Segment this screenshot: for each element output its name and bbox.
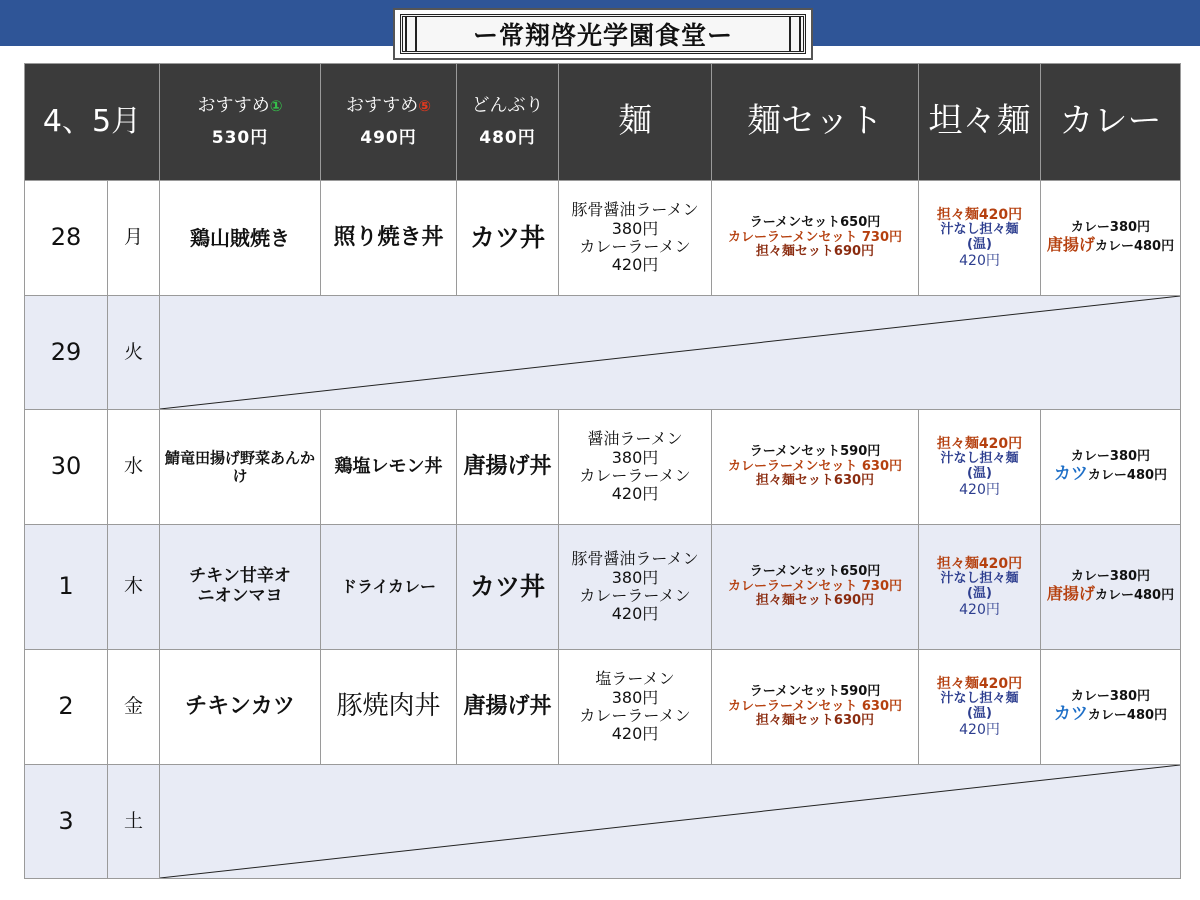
men-item: 豚骨醤油ラーメン [571, 200, 699, 220]
shirunashi-price: 420円 [959, 481, 1000, 498]
donburi-cell [457, 181, 559, 296]
osusume2-cell [321, 650, 457, 765]
header-month [25, 64, 160, 181]
osusume2-dish: 照り焼き丼 [333, 225, 444, 251]
set-tantan: 担々麺セット690円 [755, 593, 875, 609]
weekday-cell [108, 650, 160, 765]
men-price: 420円 [611, 604, 659, 624]
men-price: 420円 [611, 484, 659, 504]
osusume1-cell [160, 181, 321, 296]
curry-price: カレー380円 [1070, 569, 1151, 585]
tantan-price: 担々麺420円 [936, 555, 1023, 572]
shirunashi-price: 420円 [959, 601, 1000, 618]
donburi-dish: 唐揚げ丼 [463, 454, 552, 480]
temp-label: (温) [967, 466, 992, 481]
date: 1 [58, 572, 74, 601]
date-cell [25, 410, 108, 525]
men-set-label: 麺セット [747, 101, 883, 142]
men-set-cell [712, 410, 919, 525]
curry-cell [1041, 525, 1181, 650]
date: 30 [50, 452, 82, 481]
date-cell [25, 525, 108, 650]
donburi-dish: 唐揚げ丼 [463, 694, 552, 720]
tantan-cell [919, 181, 1041, 296]
day-row [25, 525, 1181, 650]
curry-topping: カツ [1053, 703, 1088, 724]
men-price: 380円 [611, 447, 659, 467]
men-item: 醤油ラーメン [587, 429, 683, 449]
osusume2-badge: ⑤ [418, 96, 431, 115]
men-set-cell [712, 181, 919, 296]
tantan-cell [919, 410, 1041, 525]
men-set-cell [712, 650, 919, 765]
shirunashi-price: 420円 [959, 721, 1000, 738]
month-label: 4、5月 [42, 103, 142, 139]
curry-price: カレー380円 [1070, 448, 1151, 464]
set-curry-ramen: カレーラーメンセット 630円 [727, 698, 902, 714]
weekday: 金 [123, 695, 143, 718]
header-donburi [457, 64, 559, 181]
men-price: 380円 [611, 567, 659, 587]
set-tantan: 担々麺セット690円 [755, 244, 875, 260]
date: 29 [50, 337, 82, 366]
curry-cell [1041, 181, 1181, 296]
header-men [559, 64, 712, 181]
men-item: カレーラーメン [579, 237, 691, 256]
men-price: 420円 [611, 255, 659, 275]
osusume1-cell [160, 650, 321, 765]
date-cell [25, 296, 108, 410]
closed-slash [160, 765, 1180, 878]
shirunashi-price: 420円 [959, 252, 1000, 269]
topping-curry-price: カレー480円 [1087, 467, 1168, 483]
frame-right-rule [789, 17, 801, 51]
weekday-cell [108, 410, 160, 525]
temp-label: (温) [967, 706, 992, 721]
shirunashi-label: 汁なし担々麺 [940, 691, 1019, 707]
donburi-label: どんぶり [471, 94, 544, 116]
topping-curry-price: カレー480円 [1087, 707, 1168, 723]
set-tantan: 担々麺セット630円 [755, 473, 875, 489]
donburi-cell [457, 410, 559, 525]
weekday-cell [108, 765, 160, 879]
men-cell [559, 650, 712, 765]
osusume2-cell [321, 410, 457, 525]
tantan-price: 担々麺420円 [936, 435, 1023, 452]
men-price: 420円 [611, 724, 659, 744]
day-row-closed [25, 296, 1181, 410]
donburi-dish: カツ丼 [469, 222, 545, 252]
header-curry [1041, 64, 1181, 181]
tantan-price: 担々麺420円 [936, 206, 1023, 223]
set-tantan: 担々麺セット630円 [755, 713, 875, 729]
tantan-cell [919, 525, 1041, 650]
header-tantan [919, 64, 1041, 181]
title-frame [393, 8, 813, 60]
curry-price: カレー380円 [1070, 688, 1151, 704]
closed-cell [160, 765, 1181, 879]
shirunashi-label: 汁なし担々麺 [940, 222, 1019, 238]
closed-cell [160, 296, 1181, 410]
curry-topping: 唐揚げ [1046, 235, 1095, 254]
men-price: 380円 [611, 218, 659, 238]
topping-curry-price: カレー480円 [1094, 239, 1175, 254]
shirunashi-label: 汁なし担々麺 [940, 451, 1019, 467]
frame-left-rule [405, 17, 417, 51]
date-cell [25, 765, 108, 879]
shirunashi-label: 汁なし担々麺 [940, 571, 1019, 587]
weekday: 土 [123, 809, 143, 832]
men-item: 塩ラーメン [595, 669, 675, 689]
closed-slash [160, 296, 1180, 409]
weekday: 木 [123, 575, 143, 598]
menu-table [24, 63, 1181, 879]
osusume1-dish: 鶏山賊焼き [190, 225, 290, 250]
set-curry-ramen: カレーラーメンセット 730円 [727, 578, 902, 594]
curry-cell [1041, 410, 1181, 525]
curry-price: カレー380円 [1070, 220, 1151, 236]
osusume2-price: 490円 [360, 127, 417, 148]
curry-label: カレー [1059, 101, 1162, 142]
date: 2 [58, 692, 74, 721]
header-osusume1 [160, 64, 321, 181]
header-row [25, 64, 1181, 181]
osusume1-label: おすすめ [197, 94, 270, 116]
men-price: 380円 [611, 687, 659, 707]
men-item: カレーラーメン [579, 706, 691, 725]
weekday: 火 [123, 340, 143, 363]
osusume1-badge: ① [269, 96, 283, 115]
osusume1-cell [160, 410, 321, 525]
topping-curry-price: カレー480円 [1094, 588, 1175, 603]
men-cell [559, 525, 712, 650]
osusume2-dish: 豚焼肉丼 [336, 691, 441, 722]
men-cell [559, 410, 712, 525]
men-item: カレーラーメン [579, 466, 691, 485]
osusume1-dish: 鯖竜田揚げ野菜あんかけ [164, 448, 315, 485]
donburi-cell [457, 525, 559, 650]
men-item: 豚骨醤油ラーメン [571, 549, 699, 569]
osusume2-cell [321, 181, 457, 296]
weekday-cell [108, 296, 160, 410]
men-set-cell [712, 525, 919, 650]
day-row [25, 410, 1181, 525]
day-row-closed [25, 765, 1181, 879]
temp-label: (温) [967, 237, 992, 252]
donburi-price: 480円 [479, 127, 536, 148]
donburi-dish: カツ丼 [469, 571, 545, 601]
osusume2-label: おすすめ [346, 94, 419, 116]
weekday: 月 [123, 226, 143, 249]
osusume2-cell [321, 525, 457, 650]
set-ramen: ラーメンセット590円 [749, 443, 881, 459]
set-ramen: ラーメンセット650円 [749, 563, 881, 579]
day-row [25, 181, 1181, 296]
set-ramen: ラーメンセット590円 [749, 683, 881, 699]
osusume1-dish: チキン甘辛オニオンマヨ [189, 566, 291, 606]
men-label: 麺 [618, 101, 652, 142]
date-cell [25, 650, 108, 765]
tantan-label: 坦々麺 [928, 101, 1031, 142]
curry-topping: カツ [1053, 463, 1088, 484]
set-curry-ramen: カレーラーメンセット 630円 [727, 458, 902, 474]
men-cell [559, 181, 712, 296]
men-item: カレーラーメン [579, 586, 691, 605]
header-men-set [712, 64, 919, 181]
weekday-cell [108, 181, 160, 296]
osusume1-price: 530円 [211, 127, 269, 148]
date: 28 [50, 223, 82, 252]
donburi-cell [457, 650, 559, 765]
temp-label: (温) [967, 586, 992, 601]
date: 3 [58, 806, 74, 835]
osusume2-dish: ドライカレー [340, 576, 437, 596]
tantan-cell [919, 650, 1041, 765]
day-row [25, 650, 1181, 765]
set-curry-ramen: カレーラーメンセット 730円 [727, 229, 902, 245]
tantan-price: 担々麺420円 [936, 675, 1023, 692]
osusume1-cell [160, 525, 321, 650]
curry-topping: 唐揚げ [1046, 584, 1095, 603]
page-title: ー常翔啓光学園食堂ー [472, 21, 733, 50]
weekday: 水 [123, 455, 143, 478]
header-osusume2 [321, 64, 457, 181]
weekday-cell [108, 525, 160, 650]
osusume2-dish: 鶏塩レモン丼 [334, 455, 443, 477]
set-ramen: ラーメンセット650円 [749, 214, 881, 230]
osusume1-dish: チキンカツ [185, 694, 295, 720]
curry-cell [1041, 650, 1181, 765]
date-cell [25, 181, 108, 296]
